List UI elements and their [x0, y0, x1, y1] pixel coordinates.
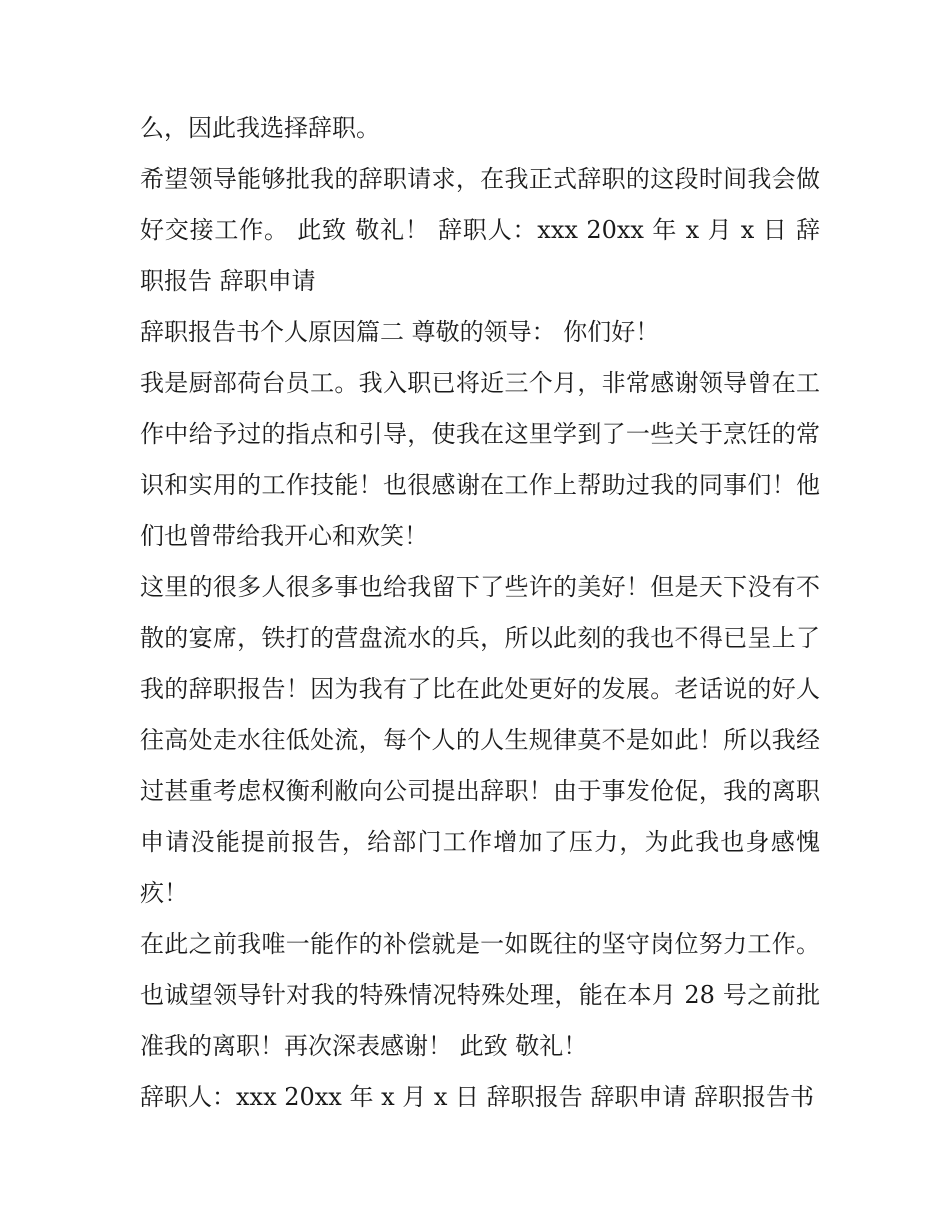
paragraph-6: 在此之前我唯一能作的补偿就是一如既往的坚守岗位努力工作。 也诚望领导针对我的特殊情况特殊处理，能在本月 28 号之前批准我的离职！再次深表感谢！ 此致 敬礼！: [140, 930, 820, 1060]
paragraph-7: 辞职人：xxx 20xx 年 x 月 x 日 辞职报告 辞职申请 辞职报告书: [140, 1083, 814, 1111]
paragraph-5: 这里的很多人很多事也给我留下了些许的美好！但是天下没有不散的宴席，铁打的营盘流水的兵，所以此刻的我也不得已呈上了我的辞职报告！因为我有了比在此处更好的发展。老话说的好人往高处走水往低处流，每个人的人生规律莫不是如此！所以我经过甚重考虑权衡利敝向公司提出辞职！由于事发伧促，我的离职申请没能提前报告，给部门工作增加了压力，为此我也身感愧疚！: [140, 573, 820, 907]
paragraph-2: 希望领导能够批我的辞职请求，在我正式辞职的这段时间我会做好交接工作。 此致 敬礼！ 辞职人：xxx 20xx 年 x 月 x 日 辞职报告 辞职申请: [140, 165, 820, 295]
paragraph-4: 我是厨部荷台员工。我入职已将近三个月，非常感谢领导曾在工作中给予过的指点和引导，使我在这里学到了一些关于烹饪的常识和实用的工作技能！也很感谢在工作上帮助过我的同事们！他们也曾带给我开心和欢笑！: [140, 369, 820, 550]
paragraph-1: 么，因此我选择辞职。: [140, 114, 380, 142]
document-body: [140, 103, 820, 1123]
paragraph-3: 辞职报告书个人原因篇二 尊敬的领导： 你们好！: [140, 318, 660, 346]
